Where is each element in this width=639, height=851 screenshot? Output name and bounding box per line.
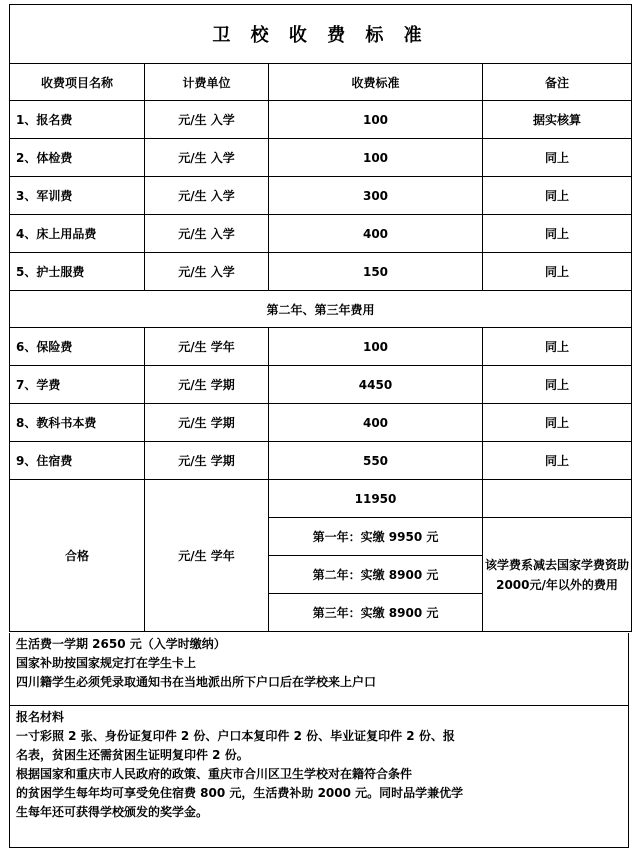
item-amount: 400 [269, 215, 483, 253]
header-note: 备注 [483, 64, 632, 101]
total-row [10, 480, 632, 518]
item-name: 4、床上用品费 [10, 215, 145, 253]
header-item-name: 收费项目名称 [10, 64, 145, 101]
info-line: 根据国家和重庆市人民政府的政策、重庆市合川区卫生学校对在籍符合条件 [16, 767, 413, 781]
item-name: 5、护士服费 [10, 253, 145, 291]
item-unit: 元/生 学期 [145, 366, 269, 404]
item-note: 同上 [483, 404, 632, 442]
info-line: 一寸彩照 2 张、身份证复印件 2 份、户口本复印件 2 份、毕业证复印件 2 份、报 [16, 729, 455, 743]
total-note: 该学费系减去国家学费资助2000元/年以外的费用 [483, 518, 632, 632]
table-row [10, 328, 632, 366]
item-note: 同上 [483, 442, 632, 480]
item-name: 3、军训费 [10, 177, 145, 215]
item-note: 同上 [483, 366, 632, 404]
item-note: 同上 [483, 253, 632, 291]
info-line: 生每年还可获得学校颁发的奖学金。 [16, 805, 209, 819]
item-name: 6、保险费 [10, 328, 145, 366]
info-line: 国家补助按国家规定打在学生卡上 [16, 656, 197, 670]
section-title: 第二年、第三年费用 [10, 291, 632, 328]
info-line: 的贫困学生每年均可享受免住宿费 800 元，生活费补助 2000 元。同时品学兼优学 [16, 786, 464, 800]
year3-amount: 第三年：实缴 8900 元 [269, 594, 483, 632]
info-line: 四川籍学生必须凭录取通知书在当地派出所下户口后在学校来上户口 [16, 675, 377, 689]
living-expense-notes [9, 633, 629, 706]
info-heading: 报名材料 [16, 710, 65, 724]
item-unit: 元/生 入学 [145, 177, 269, 215]
item-unit: 元/生 入学 [145, 139, 269, 177]
table-row [10, 442, 632, 480]
table-row [10, 215, 632, 253]
header-unit: 计费单位 [145, 64, 269, 101]
item-amount: 300 [269, 177, 483, 215]
total-name: 合格 [10, 480, 145, 632]
table-row [10, 366, 632, 404]
item-amount: 150 [269, 253, 483, 291]
item-unit: 元/生 入学 [145, 253, 269, 291]
item-unit: 元/生 学期 [145, 404, 269, 442]
table-row [10, 139, 632, 177]
item-amount: 400 [269, 404, 483, 442]
item-unit: 元/生 入学 [145, 215, 269, 253]
table-row [10, 177, 632, 215]
page-title: 卫 校 收 费 标 准 [10, 5, 632, 64]
item-unit: 元/生 学年 [145, 328, 269, 366]
info-line: 名表，贫困生还需贫困生证明复印件 2 份。 [16, 748, 249, 762]
year1-amount: 第一年：实缴 9950 元 [269, 518, 483, 556]
item-note: 同上 [483, 215, 632, 253]
item-amount: 100 [269, 328, 483, 366]
info-line: 生活费一学期 2650 元（入学时缴纳） [16, 637, 226, 651]
total-unit: 元/生 学年 [145, 480, 269, 632]
item-amount: 550 [269, 442, 483, 480]
item-name: 8、教科书本费 [10, 404, 145, 442]
table-row [10, 253, 632, 291]
total-amount: 11950 [269, 480, 483, 518]
year2-amount: 第二年：实缴 8900 元 [269, 556, 483, 594]
total-note-blank [483, 480, 632, 518]
table-row [10, 101, 632, 139]
item-name: 9、住宿费 [10, 442, 145, 480]
item-amount: 100 [269, 139, 483, 177]
item-unit: 元/生 入学 [145, 101, 269, 139]
item-unit: 元/生 学期 [145, 442, 269, 480]
table-row [10, 404, 632, 442]
item-note: 据实核算 [483, 101, 632, 139]
item-name: 1、报名费 [10, 101, 145, 139]
item-amount: 4450 [269, 366, 483, 404]
header-amount: 收费标准 [269, 64, 483, 101]
registration-materials [9, 706, 629, 848]
item-note: 同上 [483, 177, 632, 215]
item-name: 2、体检费 [10, 139, 145, 177]
fee-table [9, 4, 632, 632]
item-note: 同上 [483, 328, 632, 366]
item-name: 7、学费 [10, 366, 145, 404]
item-amount: 100 [269, 101, 483, 139]
item-note: 同上 [483, 139, 632, 177]
